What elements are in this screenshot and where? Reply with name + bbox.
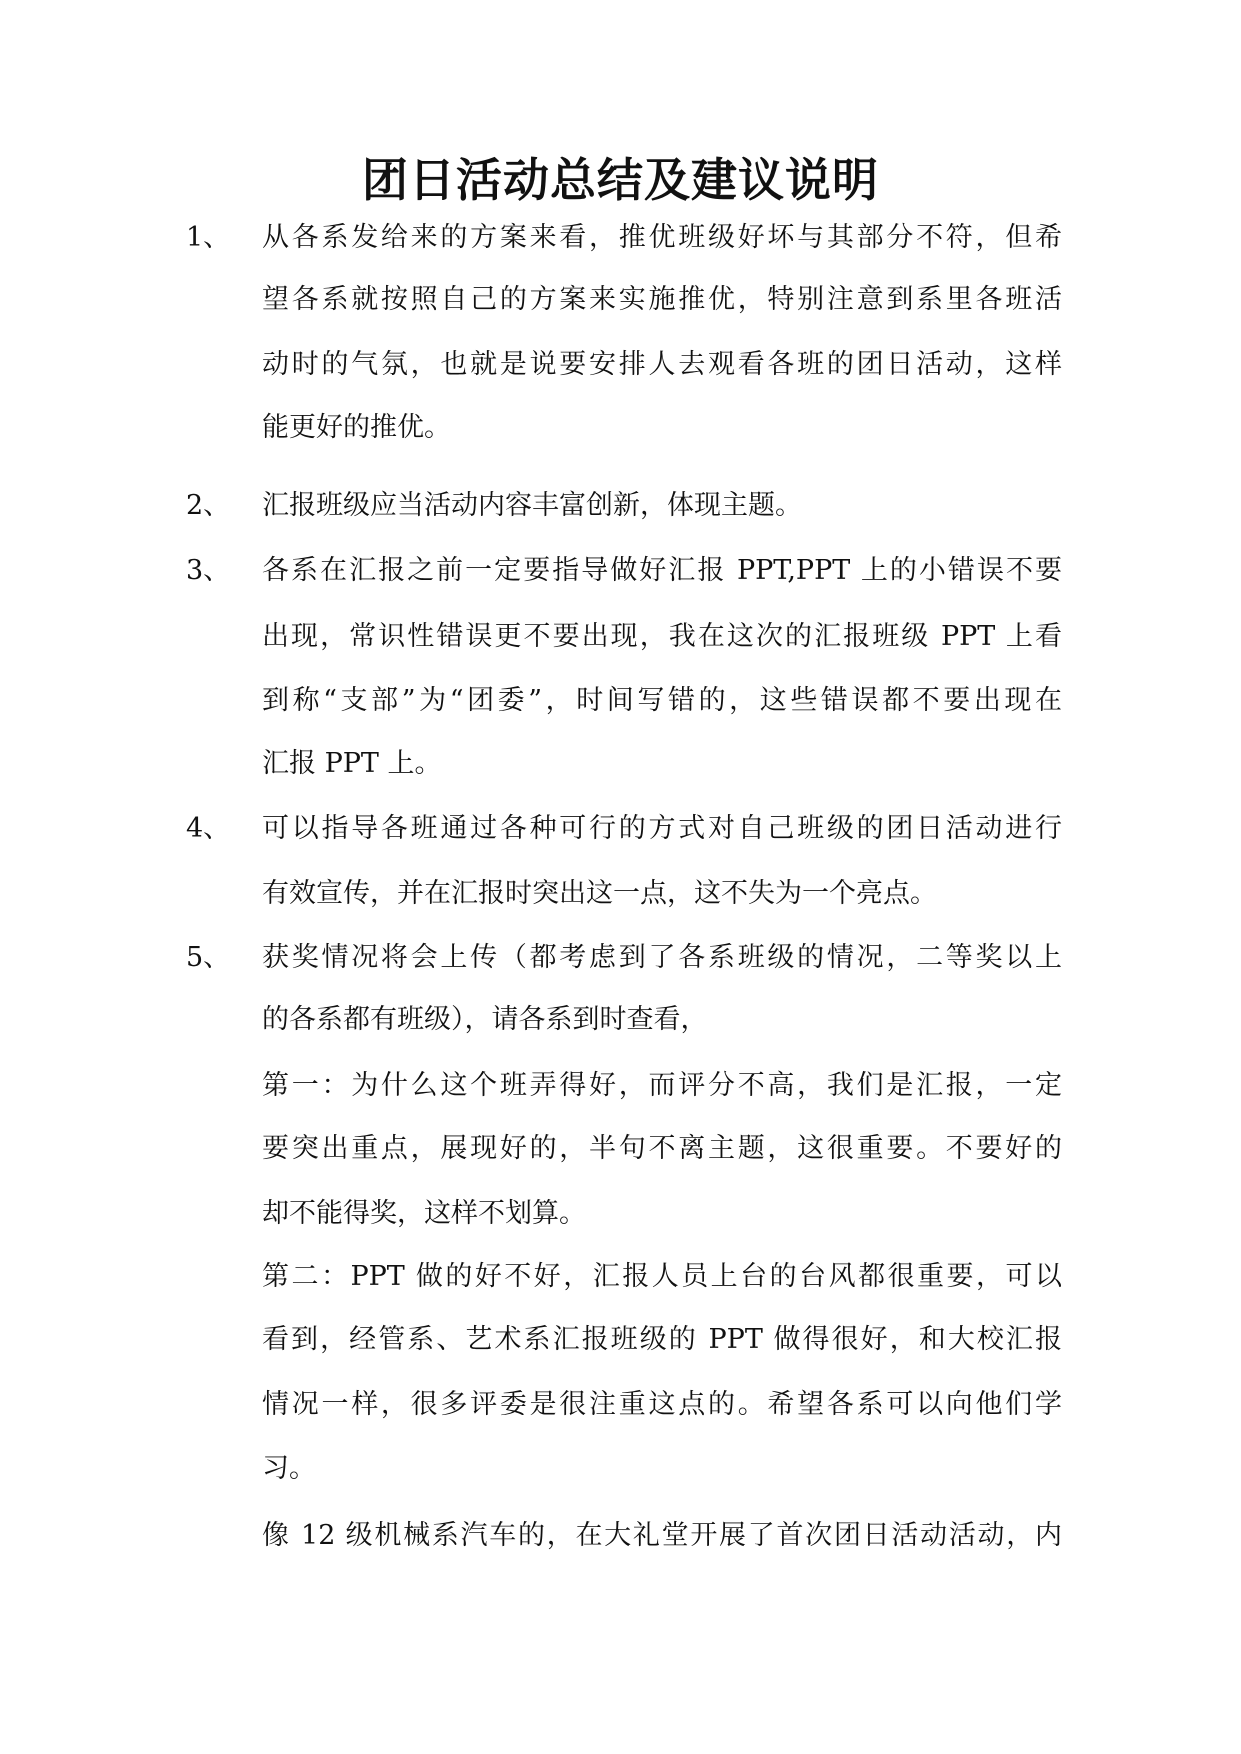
item-1-line-2: 望各系就按照自己的方案来实施推优，特别注意到系里各班活	[262, 284, 1062, 315]
item-5-line-6: 第二：PPT 做的好不好，汇报人员上台的台风都很重要，可以	[262, 1261, 1062, 1292]
document-title: 团日活动总结及建议说明	[362, 153, 879, 207]
item-5-line-4: 要突出重点，展现好的，半句不离主题，这很重要。不要好的	[262, 1133, 1062, 1164]
item-4-number: 4、	[186, 813, 231, 844]
item-2-number: 2、	[186, 490, 231, 521]
item-3-line-3: 到称“支部”为“团委”，时间写错的，这些错误都不要出现在	[262, 685, 1062, 716]
item-1-number: 1、	[186, 222, 231, 253]
item-5-number: 5、	[186, 942, 231, 973]
item-1-line-1: 从各系发给来的方案来看，推优班级好坏与其部分不符，但希	[262, 222, 1062, 253]
item-4-line-2: 有效宣传，并在汇报时突出这一点，这不失为一个亮点。	[262, 878, 937, 909]
item-5-line-10: 像 12 级机械系汽车的，在大礼堂开展了首次团日活动活动，内	[262, 1520, 1062, 1551]
item-5-line-5: 却不能得奖，这样不划算。	[262, 1198, 586, 1229]
item-1-line-4: 能更好的推优。	[262, 412, 451, 443]
item-5-line-1: 获奖情况将会上传（都考虑到了各系班级的情况，二等奖以上	[262, 942, 1062, 973]
item-5-line-7: 看到，经管系、艺术系汇报班级的 PPT 做得很好，和大校汇报	[262, 1324, 1062, 1355]
item-5-line-2: 的各系都有班级），请各系到时查看，	[262, 1004, 708, 1035]
item-5-line-3: 第一：为什么这个班弄得好，而评分不高，我们是汇报，一定	[262, 1070, 1062, 1101]
item-4-line-1: 可以指导各班通过各种可行的方式对自己班级的团日活动进行	[262, 813, 1062, 844]
item-5-line-9: 习。	[262, 1453, 316, 1484]
item-3-line-2: 出现，常识性错误更不要出现，我在这次的汇报班级 PPT 上看	[262, 621, 1062, 652]
item-1-line-3: 动时的气氛，也就是说要安排人去观看各班的团日活动，这样	[262, 349, 1062, 380]
item-5-line-8: 情况一样，很多评委是很注重这点的。希望各系可以向他们学	[262, 1389, 1062, 1420]
item-3-number: 3、	[186, 555, 231, 586]
item-2-line-1: 汇报班级应当活动内容丰富创新，体现主题。	[262, 490, 802, 521]
item-3-line-1: 各系在汇报之前一定要指导做好汇报 PPT,PPT 上的小错误不要	[262, 555, 1062, 586]
item-3-line-4: 汇报 PPT 上。	[262, 748, 442, 779]
